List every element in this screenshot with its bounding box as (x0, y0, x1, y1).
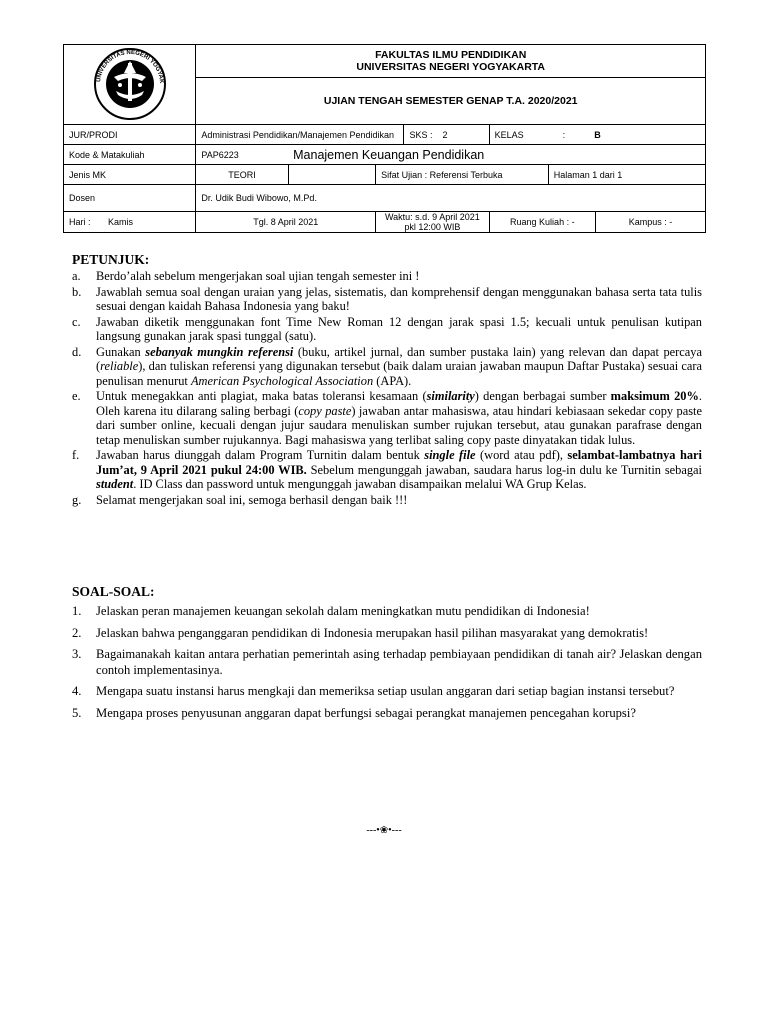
tanggal: Tgl. 8 April 2021 (196, 212, 376, 233)
halaman: Halaman 1 dari 1 (548, 165, 705, 185)
instruction-item: g. Selamat mengerjakan soal ini, semoga berhasil dengan baik !!! (72, 492, 408, 507)
question-item: 3. Bagaimanakah kaitan antara perhatian pemerintah asing terhadap pembiayaan pendidikan di tanah air? Jelaskan dengan contoh implementasinya. (72, 647, 702, 677)
jur-label: JUR/PRODI (64, 125, 196, 145)
waktu: Waktu: s.d. 9 April 2021 pkl 12:00 WIB (376, 212, 490, 233)
instruction-item: c. Jawaban diketik menggunakan font Time New Roman 12 dengan jarak spasi 1.5; kecuali untuk penulisan kutipan langsung gunakan jarak spasi tunggal (satu). (72, 314, 702, 343)
instruction-item: f. Jawaban harus diunggah dalam Program Turnitin dalam bentuk single file (word atau pdf), selambat-lambatnya hari Jum’at, 9 April 2021 pukul 24:00 WIB. Sebelum mengunggah jawaban, saudara harus log-in dulu ke Turnitin sebagai student. ID Class dan password untuk mengunggah jawaban disampaikan melalui WA Grup Kelas. (72, 448, 702, 491)
exam-title: UJIAN TENGAH SEMESTER GENAP T.A. 2020/2021 (196, 78, 706, 125)
dosen-value: Dr. Udik Budi Wibowo, M.Pd. (196, 185, 706, 212)
instruction-item: a. Berdo’alah sebelum mengerjakan soal ujian tengah semester ini ! (72, 269, 420, 283)
exam-header-table (63, 44, 706, 233)
jenis-value: TEORI (196, 165, 288, 185)
question-item: 1. Jelaskan peran manajemen keuangan sekolah dalam meningkatkan mutu pendidikan di Indonesia! (72, 604, 590, 618)
university-seal-icon (86, 47, 174, 121)
course-name: Manajemen Keuangan Pendidikan (288, 145, 705, 165)
hari-cell: Hari : Kamis (64, 212, 196, 233)
sks-label: SKS : 2 (404, 125, 489, 145)
kelas-label: KELAS (494, 129, 524, 140)
instruction-item: b. Jawablah semua soal dengan uraian yang jelas, sistematis, dan komprehensif dengan menggunakan bahasa serta tata tulis sesuai dengan kaidah Bahasa Indonesia yang baku! (72, 284, 702, 313)
instruction-item: e. Untuk menegakkan anti plagiat, maka batas toleransi kesamaan (similarity) dengan berbagai sumber maksimum 20%. Oleh karena itu dilarang saling berbagi (copy paste) jawaban antar mahasiswa, atau hindari kebiasaan sekedar copy paste dari sumber online, kecuali dengan jujur saudara menuliskan sumber rujukan tersebut, atau gunakan parafrase dengan tetap menuliskan sumber rujukannya. Bagi mahasiswa yang terlibat saling copy paste dinyatakan tidak lulus. (72, 389, 702, 447)
question-item: 2. Jelaskan bahwa penganggaran pendidikan di Indonesia merupakan hasil pilihan masyarakat yang demokratis! (72, 625, 649, 640)
kampus: Kampus : - (596, 212, 706, 233)
instruction-item: d. Gunakan sebanyak mungkin referensi (buku, artikel jurnal, dan sumber pustaka lain) yang relevan dan dapat percaya (reliable), dan tuliskan referensi yang digunakan tersebut (baik dalam uraian jawaban maupun Daftar Pustaka) sesuai cara penulisan menurut American Psychological Association (APA). (72, 344, 703, 388)
petunjuk-heading: PETUNJUK: (72, 252, 150, 267)
ruang-kuliah: Ruang Kuliah : - (489, 212, 595, 233)
dosen-label: Dosen (64, 185, 196, 212)
svg-text:UNIVERSITAS NEGERI YOGYAKARTA: UNIVERSITAS NEGERI YOGYAK (95, 49, 164, 84)
sks-value: 2 (442, 129, 448, 140)
faculty-heading (196, 45, 706, 78)
kode-label: Kode & Matakuliah (64, 145, 196, 165)
jur-value: Administrasi Pendidikan/Manajemen Pendidikan (196, 125, 404, 145)
hari-value: Kamis (108, 217, 134, 227)
soal-heading: SOAL-SOAL: (72, 584, 155, 599)
question-item: 4. Mengapa suatu instansi harus mengkaji dan memeriksa setiap usulan anggaran dari setiap bagian instansi tersebut? (72, 684, 675, 698)
instructions-section (72, 252, 702, 508)
kelas-value: B (594, 129, 601, 140)
question-item: 5. Mengapa proses penyusunan anggaran dapat berfungsi sebagai perangkat manajemen pencegahan korupsi? (72, 705, 636, 720)
university-seal-cell (64, 45, 196, 125)
faculty-name: FAKULTAS ILMU PENDIDIKAN (375, 49, 527, 61)
closing-ornament: ---•❀•--- (366, 825, 402, 836)
blank-cell (288, 165, 375, 185)
kelas-cell: KELAS : B (489, 125, 705, 145)
sifat-ujian: Sifat Ujian : Referensi Terbuka (376, 165, 549, 185)
university-name: UNIVERSITAS NEGERI YOGYAKARTA (356, 61, 546, 73)
kode-value: PAP6223 (196, 145, 288, 165)
questions-section (72, 584, 702, 727)
jenis-label: Jenis MK (64, 165, 196, 185)
